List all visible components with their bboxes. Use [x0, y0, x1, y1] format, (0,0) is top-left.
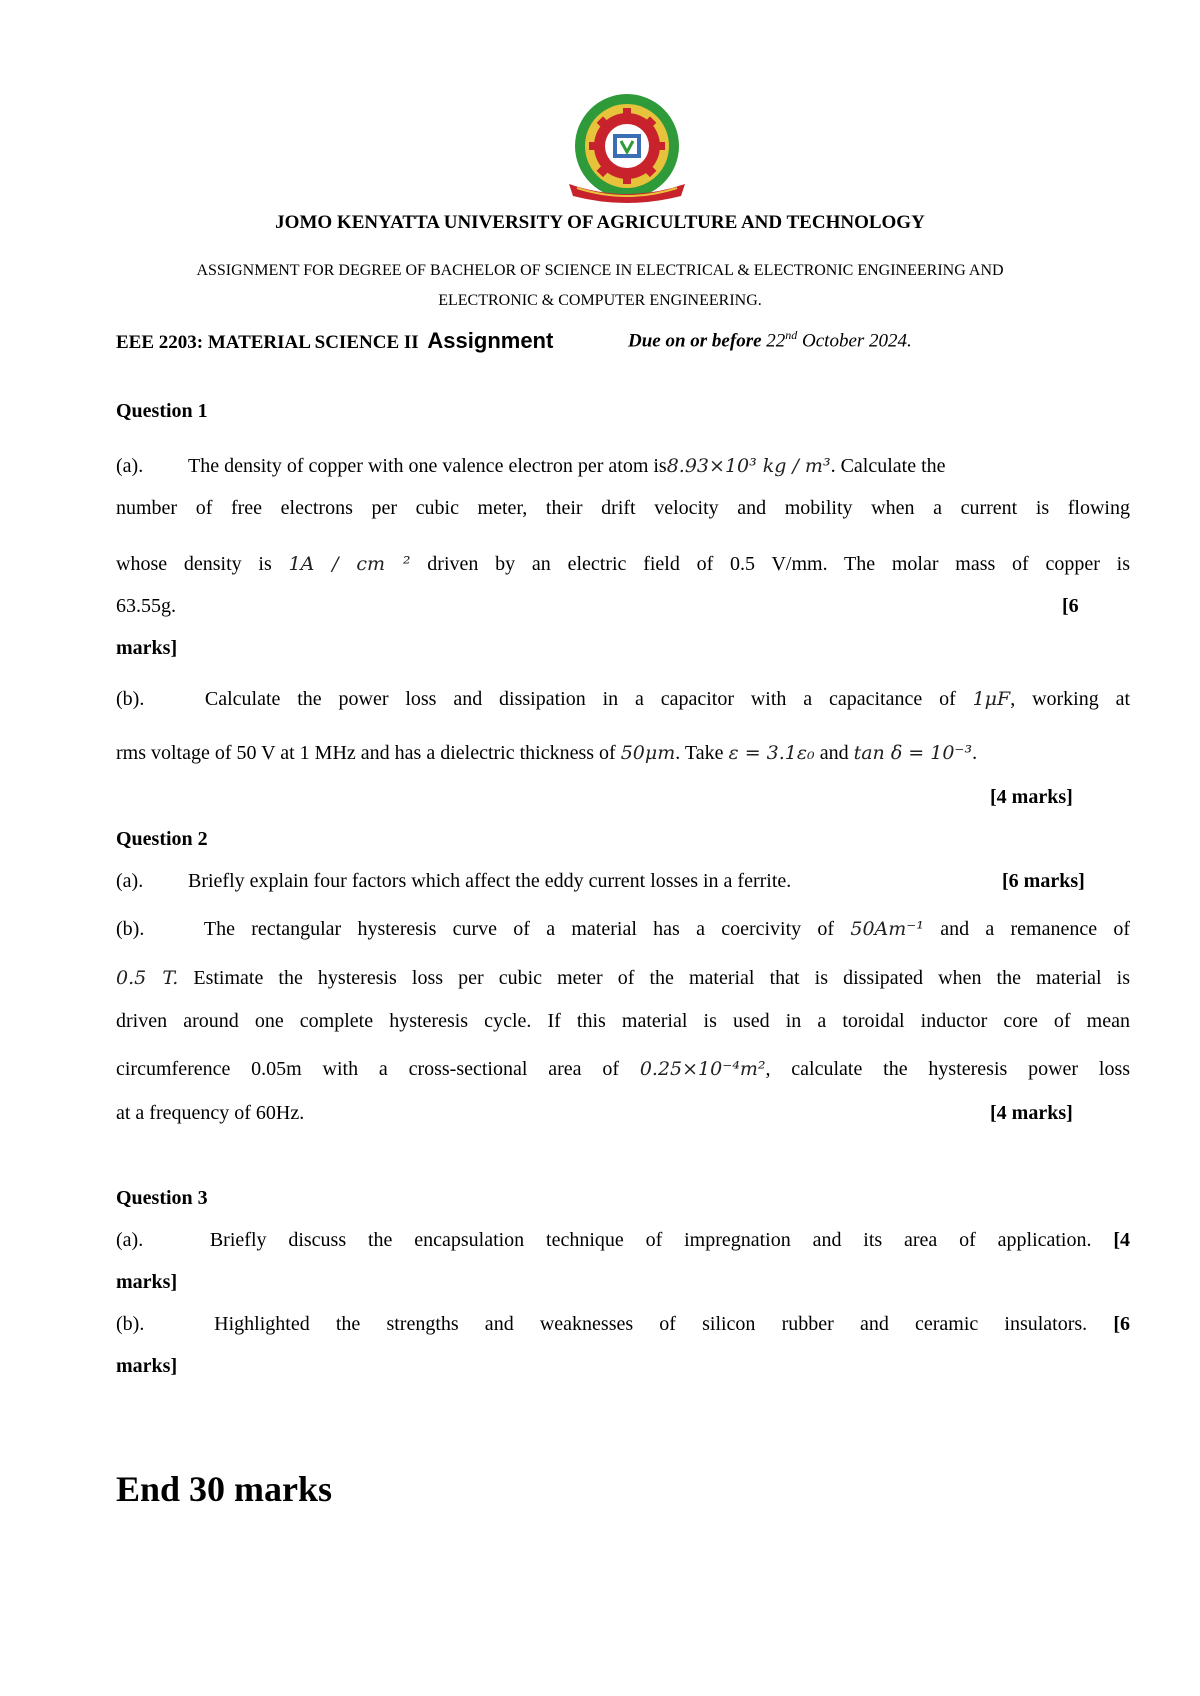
- q1a-line-4: 63.55g.: [116, 595, 176, 617]
- q3a-label: (a).: [116, 1229, 144, 1251]
- due-rest: October 2024.: [797, 330, 912, 352]
- q3a-marks-open: [4: [1113, 1229, 1131, 1251]
- q1a-text-3-end: driven by an electric field of 0.5 V/mm. The molar mass of copper is: [427, 553, 1131, 575]
- q1a-line-3: [116, 553, 1130, 576]
- question-3-title: Question 3: [116, 1187, 208, 1209]
- q3b-marks-open: [6: [1113, 1313, 1131, 1335]
- q1a-marks-close: marks]: [116, 637, 178, 659]
- q3a-text: Briefly discuss the encapsulation technique of impregnation and its area of application.: [209, 1229, 1092, 1251]
- q2b-text-1-end: and a remanence of: [940, 918, 1130, 940]
- q1a-text-1-end: . Calculate the: [830, 455, 946, 477]
- q3b-text: Highlighted the strengths and weaknesses of silicon rubber and ceramic insulators.: [214, 1313, 1088, 1335]
- q1b-text-1-end: , working at: [1010, 688, 1131, 710]
- q2b-line-3: driven around one complete hysteresis cycle. If this material is used in a toroidal inductor core of mean: [116, 1010, 1130, 1032]
- q1b-take: . Take: [675, 742, 724, 764]
- q3b-line-1: [116, 1313, 1130, 1336]
- q1a-line-2: number of free electrons per cubic meter, their drift velocity and mobility when a current is flowing: [116, 497, 1130, 519]
- q2b-area-math: 0.25×10⁻⁴m²: [639, 1058, 766, 1080]
- q2b-line-5: at a frequency of 60Hz.: [116, 1102, 305, 1124]
- q1b-line-2: [116, 742, 977, 765]
- course-code: EEE 2203: MATERIAL SCIENCE II: [116, 332, 419, 353]
- q1a-marks-open: [6: [1062, 595, 1079, 617]
- q2b-coercivity-math: 50Am⁻¹: [850, 918, 924, 940]
- due-day: 22: [766, 330, 786, 352]
- q1b-text-2-end: .: [972, 742, 978, 764]
- q2b-text-4-end: , calculate the hysteresis power loss: [765, 1058, 1131, 1080]
- q3b-label: (b).: [116, 1313, 145, 1335]
- q1a-label: (a).: [116, 455, 144, 477]
- q1b-marks: [4 marks]: [990, 786, 1073, 808]
- q2b-text-1: The rectangular hysteresis curve of a material has a coercivity of: [203, 918, 835, 940]
- q1a-current-density-math: 1A / cm ²: [288, 553, 411, 575]
- question-1-title: Question 1: [116, 400, 208, 422]
- q2b-line-1: [116, 918, 1130, 941]
- q1a-line-1: [116, 455, 946, 478]
- q2b-label: (b).: [116, 918, 145, 940]
- university-logo: [563, 92, 691, 204]
- q3a-line-1: [116, 1229, 1130, 1252]
- assignment-degree-line-1: ASSIGNMENT FOR DEGREE OF BACHELOR OF SCIENCE IN ELECTRICAL & ELECTRONIC ENGINEERING AND: [196, 262, 1004, 279]
- q1b-and: and: [819, 742, 849, 764]
- question-2-title: Question 2: [116, 828, 208, 850]
- q1a-density-math: 8.93×10³ kg / m³: [666, 455, 831, 477]
- q1b-capacitance-math: 1μF: [972, 688, 1011, 710]
- q1b-line-1: [116, 688, 1130, 711]
- assignment-label: Assignment: [427, 328, 554, 353]
- q1a-text-1: The density of copper with one valence electron per atom is: [188, 455, 667, 477]
- q1b-label: (b).: [116, 688, 145, 710]
- q3a-marks-close: marks]: [116, 1271, 178, 1293]
- q1b-permittivity-math: ε = 3.1ε₀: [728, 742, 815, 764]
- q2b-remanence-math: 0.5 T.: [116, 967, 179, 989]
- q2b-line-2: [116, 967, 1130, 990]
- end-total-marks: End 30 marks: [116, 1469, 333, 1509]
- q2b-line-4: [116, 1058, 1130, 1081]
- q2a-line: [116, 870, 791, 893]
- q1b-thickness-math: 50μm: [620, 742, 676, 764]
- q2a-label: (a).: [116, 870, 144, 892]
- q1b-text-1: Calculate the power loss and dissipation in a capacitor with a capacitance of: [204, 688, 956, 710]
- q2a-text: Briefly explain four factors which affect the eddy current losses in a ferrite.: [188, 870, 792, 892]
- assignment-degree-line-2: ELECTRONIC & COMPUTER ENGINEERING.: [438, 292, 762, 309]
- q1b-text-2: rms voltage of 50 V at 1 MHz and has a dielectric thickness of: [116, 742, 616, 764]
- q2b-text-4: circumference 0.05m with a cross-sectional area of: [116, 1058, 619, 1080]
- university-name: JOMO KENYATTA UNIVERSITY OF AGRICULTURE AND TECHNOLOGY: [275, 212, 925, 233]
- due-sup: nd: [785, 328, 798, 342]
- q3b-marks-close: marks]: [116, 1355, 178, 1377]
- q2b-text-2: Estimate the hysteresis loss per cubic meter of the material that is dissipated when the material is: [193, 967, 1130, 989]
- due-date: [628, 328, 912, 352]
- q2b-marks: [4 marks]: [990, 1102, 1073, 1124]
- due-prefix: Due on or before: [628, 330, 767, 352]
- course-line: [116, 328, 912, 354]
- q1a-text-3: whose density is: [116, 553, 272, 575]
- q1b-loss-tangent-math: tan δ = 10⁻³: [853, 742, 973, 764]
- q2a-marks: [6 marks]: [1002, 870, 1085, 892]
